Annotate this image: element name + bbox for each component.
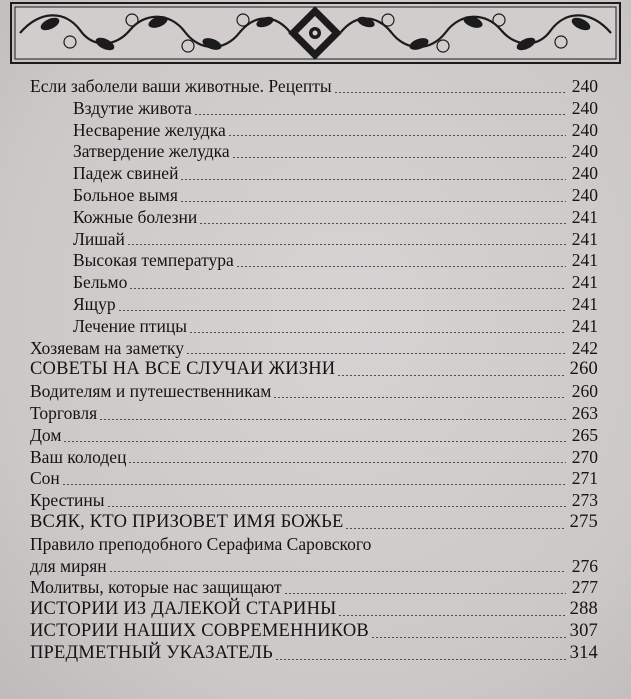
dot-leader — [371, 637, 566, 638]
toc-entry-title: ПРЕДМЕТНЫЙ УКАЗАТЕЛЬ — [30, 642, 273, 663]
toc-entry — [30, 599, 598, 621]
toc-entry-page-number: 265 — [571, 424, 598, 445]
toc-entry — [30, 229, 598, 251]
toc-entry — [30, 556, 598, 578]
toc-entry-title: Хозяевам на заметку — [30, 337, 184, 358]
toc-entry-page-number: 273 — [571, 490, 598, 511]
toc-entry-page-number: 307 — [569, 620, 598, 641]
toc-entry — [30, 490, 598, 512]
toc-entry-page-number: 314 — [569, 642, 598, 663]
toc-entry-page-number: 276 — [571, 555, 598, 576]
toc-entry-title: Ящур — [73, 293, 116, 314]
toc-entry — [30, 425, 598, 447]
toc-entry — [30, 120, 598, 142]
toc-entry-page-number: 242 — [571, 337, 598, 358]
dot-leader — [199, 223, 566, 224]
toc-entry-title: Бельмо — [73, 272, 128, 293]
decorative-header-border — [10, 2, 621, 64]
toc-entry-title: Больное вымя — [73, 184, 178, 205]
toc-entry-title: Ваш колодец — [30, 446, 127, 467]
toc-entry-page-number: 240 — [571, 141, 598, 162]
dot-leader — [129, 288, 566, 289]
toc-entry-page-number: 240 — [571, 97, 598, 118]
toc-entry — [30, 250, 598, 272]
toc-entry-title: для мирян — [30, 555, 107, 576]
dot-leader — [275, 659, 566, 660]
toc-entry-page-number: 240 — [571, 163, 598, 184]
dot-leader — [63, 441, 566, 442]
toc-entry — [30, 403, 598, 425]
dot-leader — [232, 157, 566, 158]
toc-entry-page-number: 260 — [571, 381, 598, 402]
toc-entry-title: Водителям и путешественникам — [30, 381, 272, 402]
dot-leader — [194, 114, 566, 115]
dot-leader — [284, 593, 566, 594]
toc-entry-page-number: 275 — [569, 511, 598, 532]
toc-entry — [30, 577, 598, 599]
dot-leader — [180, 201, 566, 202]
toc-entry — [30, 207, 598, 229]
dot-leader — [189, 332, 566, 333]
toc-entry-title: Падеж свиней — [73, 163, 179, 184]
toc-entry-title: Затвердение желудка — [73, 141, 230, 162]
table-of-contents — [30, 76, 598, 665]
toc-entry — [30, 272, 598, 294]
toc-entry-title: Молитвы, которые нас защищают — [30, 577, 282, 598]
dot-leader — [127, 244, 566, 245]
toc-entry — [30, 534, 598, 556]
dot-leader — [228, 135, 566, 136]
toc-entry-title: Несварение желудка — [73, 119, 226, 140]
dot-leader — [99, 419, 566, 420]
toc-entry — [30, 381, 598, 403]
toc-entry-title: Крестины — [30, 490, 105, 511]
dot-leader — [118, 310, 566, 311]
toc-entry — [30, 316, 598, 338]
dot-leader — [236, 266, 566, 267]
toc-entry — [30, 76, 598, 98]
toc-entry-title: ИСТОРИИ НАШИХ СОВРЕМЕННИКОВ — [30, 620, 369, 641]
toc-entry-title: Дом — [30, 424, 62, 445]
toc-entry-page-number: 277 — [571, 577, 598, 598]
toc-entry — [30, 141, 598, 163]
toc-entry-page-number: 240 — [571, 76, 598, 96]
toc-entry — [30, 447, 598, 469]
toc-entry — [30, 621, 598, 643]
dot-leader — [338, 615, 566, 616]
dot-leader — [337, 375, 566, 376]
toc-entry-page-number: 241 — [571, 228, 598, 249]
toc-entry-title: СОВЕТЫ НА ВСЕ СЛУЧАИ ЖИЗНИ — [30, 359, 336, 380]
dot-leader — [273, 397, 566, 398]
dot-leader — [334, 92, 566, 93]
toc-entry — [30, 98, 598, 120]
toc-entry-title: Торговля — [30, 402, 98, 423]
toc-entry-page-number: 240 — [571, 184, 598, 205]
toc-entry-page-number: 270 — [571, 446, 598, 467]
toc-entry-page-number: 271 — [571, 468, 598, 489]
toc-entry-page-number: 241 — [571, 293, 598, 314]
toc-entry-page-number: 241 — [571, 272, 598, 293]
toc-entry-title: Лишай — [73, 228, 125, 249]
toc-entry-title: Кожные болезни — [73, 206, 198, 227]
toc-entry — [30, 468, 598, 490]
toc-entry-page-number: 241 — [571, 250, 598, 271]
toc-entry — [30, 359, 598, 381]
toc-entry — [30, 338, 598, 360]
toc-entry-title: Правило преподобного Серафима Саровского — [30, 533, 372, 554]
dot-leader — [345, 528, 566, 529]
toc-entry-title: Сон — [30, 468, 60, 489]
dot-leader — [107, 506, 566, 507]
toc-entry — [30, 643, 598, 665]
toc-entry-title: Лечение птицы — [73, 315, 188, 336]
toc-entry-page-number: 288 — [569, 599, 598, 620]
toc-entry-page-number: 241 — [571, 206, 598, 227]
dot-leader — [128, 462, 566, 463]
toc-entry-title: Высокая температура — [73, 250, 234, 271]
toc-entry-title: ВСЯК, КТО ПРИЗОВЕТ ИМЯ БОЖЬЕ — [30, 511, 344, 532]
toc-entry-page-number: 260 — [569, 359, 598, 380]
toc-entry — [30, 294, 598, 316]
dot-leader — [180, 179, 566, 180]
toc-entry — [30, 185, 598, 207]
toc-entry-title: Вздутие живота — [73, 97, 192, 118]
toc-entry-page-number: 240 — [571, 119, 598, 140]
toc-entry — [30, 512, 598, 534]
toc-entry-page-number: 263 — [571, 402, 598, 423]
toc-entry-page-number: 241 — [571, 315, 598, 336]
toc-entry-title: Если заболели ваши животные. Рецепты — [30, 76, 332, 96]
toc-entry — [30, 163, 598, 185]
toc-entry-title: ИСТОРИИ ИЗ ДАЛЕКОЙ СТАРИНЫ — [30, 599, 337, 620]
dot-leader — [62, 484, 566, 485]
dot-leader — [186, 353, 566, 354]
dot-leader — [109, 571, 566, 572]
